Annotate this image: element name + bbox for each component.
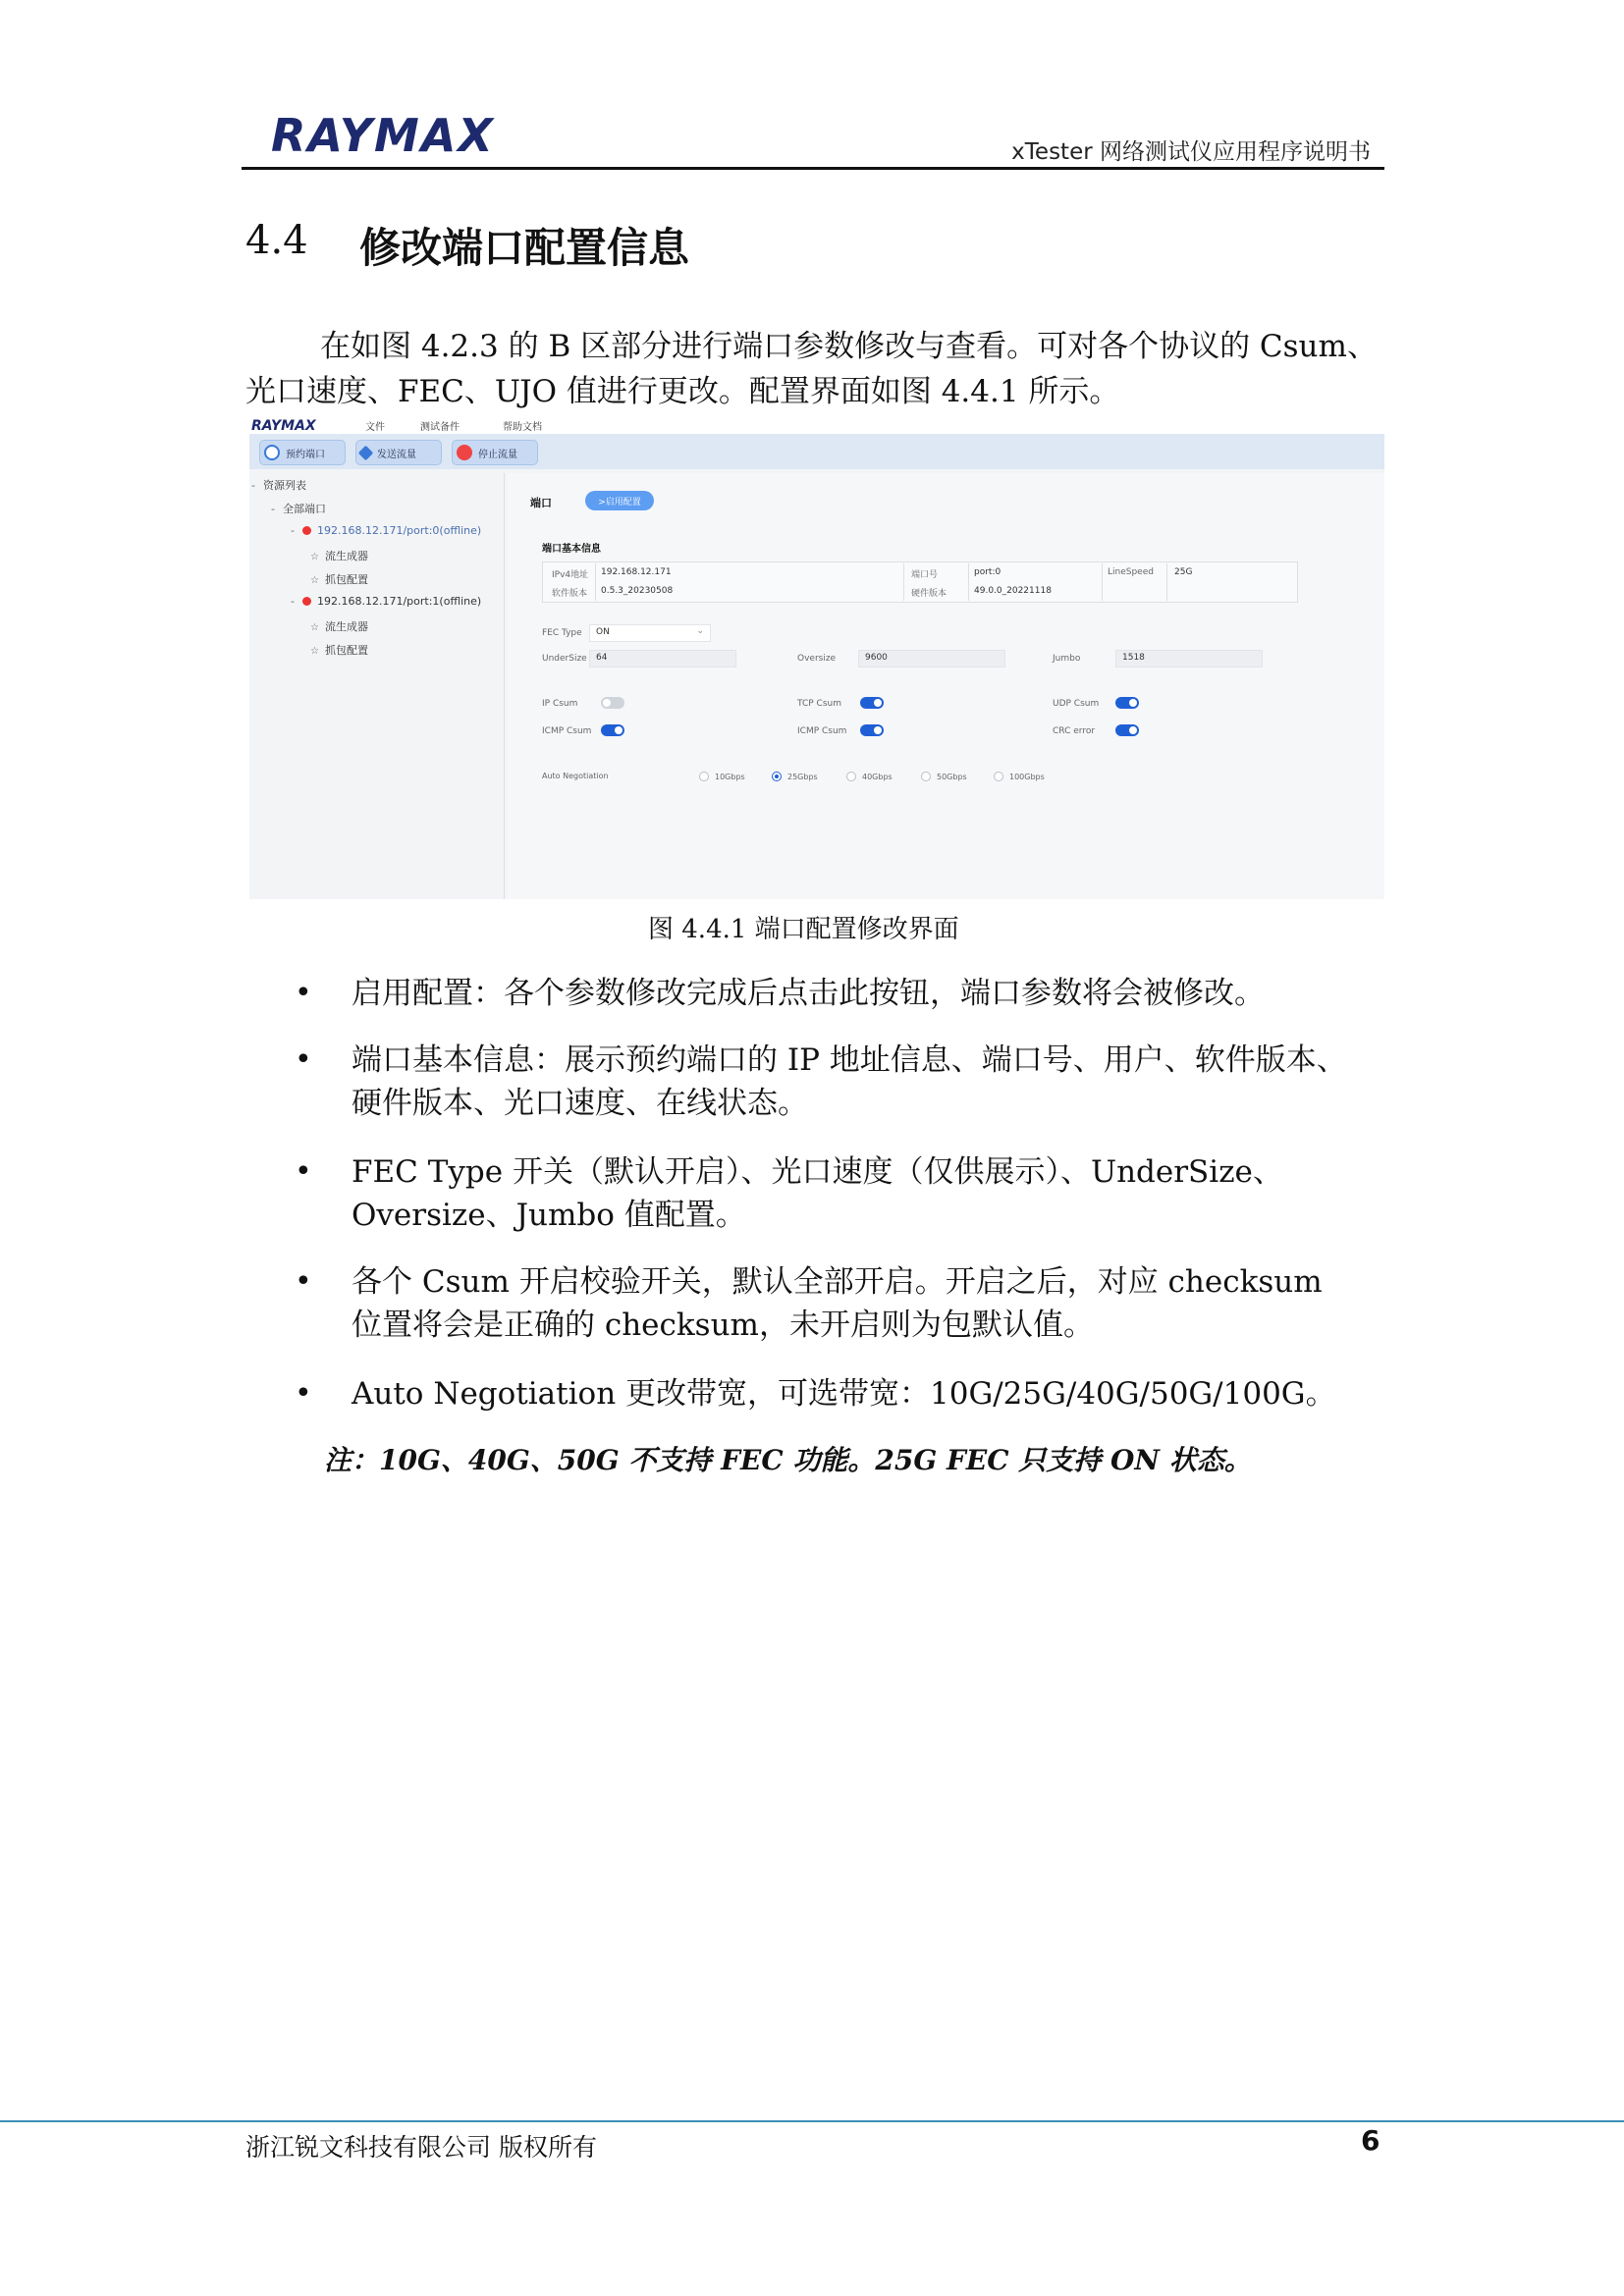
app-menubar (249, 416, 1384, 434)
hardware-version-value: 49.0.0_20221118 (974, 586, 1052, 596)
undersize-input[interactable] (589, 650, 736, 667)
footer-copyright: 浙江锐文科技有限公司 版权所有 (245, 2133, 597, 2162)
star-icon: ☆ (310, 552, 319, 562)
bullet-dot-icon: • (295, 1042, 312, 1077)
raymax-logo (267, 110, 522, 157)
port-number-value: port:0 (974, 567, 1001, 577)
chevron-down-icon: ⌄ (696, 626, 704, 636)
star-icon: ☆ (310, 575, 319, 586)
icmp-csum-toggle[interactable] (601, 724, 624, 736)
speed-40g-label: 40Gbps (862, 773, 893, 781)
speed-50g-label: 50Gbps (937, 773, 967, 781)
bullet-port-info: 端口基本信息：展示预约端口的 IP 地址信息、端口号、用户、软件版本、硬件版本、光口速度、在线状态。 (352, 1042, 1347, 1121)
offline-status-icon (302, 526, 311, 535)
bullet-fec-type: FEC Type 开关（默认开启）、光口速度（仅供展示）、UnderSize、Oversize、Jumbo 值配置。 (352, 1154, 1283, 1233)
bullet-dot-icon: • (295, 1376, 312, 1411)
tcp-csum-toggle[interactable] (860, 697, 884, 709)
stop-traffic-label: 停止流量 (478, 449, 517, 460)
offline-status-icon (302, 597, 311, 606)
port-config-panel (507, 473, 1384, 899)
tree-all-ports[interactable]: - 全部端口 (271, 503, 326, 515)
stop-traffic-button[interactable] (452, 440, 538, 465)
menu-help[interactable]: 帮助文档 (503, 422, 542, 433)
fec-type-value: ON (596, 627, 610, 637)
tree-port0-capture-config[interactable]: ☆ 抓包配置 (310, 573, 368, 586)
fec-note: 注：10G、40G、50G 不支持 FEC 功能。25G FEC 只支持 ON 状态。 (324, 1444, 1252, 1476)
crc-error-toggle[interactable] (1115, 724, 1139, 736)
speed-50g-radio[interactable] (921, 772, 931, 781)
port-number-label: 端口号 (911, 570, 939, 580)
reserve-icon (264, 445, 280, 460)
linespeed-label: LineSpeed (1108, 567, 1154, 577)
apply-config-button[interactable]: >启用配置 (585, 491, 654, 510)
ip-csum-label: IP Csum (542, 699, 578, 709)
send-icon (358, 445, 374, 460)
hardware-version-label: 硬件版本 (911, 589, 947, 599)
header-divider (242, 167, 1384, 170)
udp-csum-label: UDP Csum (1053, 699, 1100, 709)
icmp-csum-label-2: ICMP Csum (797, 726, 847, 736)
tree-port0-stream-generator[interactable]: ☆ 流生成器 (310, 550, 368, 562)
tree-root[interactable]: - 资源列表 (251, 479, 306, 492)
auto-negotiation-label: Auto Negotiation (542, 772, 609, 780)
app-logo (251, 417, 334, 433)
speed-100g-label: 100Gbps (1009, 773, 1045, 781)
section-title: 修改端口配置信息 (359, 224, 690, 272)
reserve-port-label: 预约端口 (286, 449, 325, 460)
undersize-label: UnderSize (542, 654, 587, 664)
figure-caption: 图 4.4.1 端口配置修改界面 (648, 915, 959, 944)
send-traffic-button[interactable] (355, 440, 442, 465)
info-divider (968, 563, 969, 601)
speed-10g-radio[interactable] (699, 772, 709, 781)
bullet-dot-icon: • (295, 976, 312, 1010)
tree-port1-capture-config[interactable]: ☆ 抓包配置 (310, 644, 368, 657)
bullet-dot-icon: • (295, 1264, 312, 1299)
send-traffic-label: 发送流量 (377, 449, 416, 460)
udp-csum-toggle[interactable] (1115, 697, 1139, 709)
software-version-value: 0.5.3_20230508 (601, 586, 674, 596)
app-logo-text: RAYMAX (251, 418, 316, 433)
icmp-csum-label: ICMP Csum (542, 726, 592, 736)
tcp-csum-label: TCP Csum (797, 699, 841, 709)
menu-file[interactable]: 文件 (365, 422, 385, 433)
icmp-csum-toggle-2[interactable] (860, 724, 884, 736)
tree-port-1[interactable]: - 192.168.12.171/port:1(offline) (291, 595, 482, 608)
resource-tree-panel (249, 473, 505, 899)
port-label: 端口 (530, 497, 552, 509)
speed-25g-radio[interactable] (772, 772, 782, 781)
software-version-label: 软件版本 (552, 589, 588, 599)
port-config-screenshot (249, 416, 1384, 899)
fec-type-label: FEC Type (542, 628, 582, 638)
tree-port-0[interactable]: - 192.168.12.171/port:0(offline) (291, 524, 482, 537)
oversize-label: Oversize (797, 654, 837, 664)
ip-csum-toggle[interactable] (601, 697, 624, 709)
linespeed-value: 25G (1174, 567, 1193, 577)
document-title: xTester 网络测试仪应用程序说明书 (1011, 139, 1371, 165)
speed-40g-radio[interactable] (846, 772, 856, 781)
crc-error-label: CRC error (1053, 726, 1096, 736)
bullet-csum: 各个 Csum 开启校验开关，默认全部开启。开启之后，对应 checksum 位置将会是正确的 checksum，未开启则为包默认值。 (352, 1264, 1323, 1343)
fec-type-select[interactable] (589, 624, 711, 642)
port-info-title: 端口基本信息 (542, 544, 601, 555)
info-divider (903, 563, 904, 601)
bullet-dot-icon: • (295, 1154, 312, 1189)
speed-25g-label: 25Gbps (787, 773, 818, 781)
section-number: 4.4 (245, 218, 308, 263)
speed-10g-label: 10Gbps (715, 773, 745, 781)
jumbo-label: Jumbo (1053, 654, 1081, 664)
info-divider (1102, 563, 1103, 601)
ipv4-label: IPv4地址 (552, 570, 589, 580)
ipv4-value: 192.168.12.171 (601, 567, 672, 577)
page-number: 6 (1361, 2124, 1380, 2157)
jumbo-value: 1518 (1122, 653, 1145, 663)
star-icon: ☆ (310, 622, 319, 633)
logo-text: RAYMAX (271, 110, 495, 157)
jumbo-input[interactable] (1115, 650, 1263, 667)
stop-icon (457, 445, 472, 460)
info-divider (1166, 563, 1167, 601)
intro-text: 在如图 4.2.3 的 B 区部分进行端口参数修改与查看。可对各个协议的 Csum、光口速度、FEC、UJO 值进行更改。配置界面如图 4.4.1 所示。 (245, 329, 1378, 409)
bullet-auto-negotiation: Auto Negotiation 更改带宽，可选带宽：10G/25G/40G/50G/100G。 (352, 1376, 1336, 1412)
info-divider (595, 563, 596, 601)
intro-paragraph (245, 324, 1388, 414)
bullet-apply-config: 启用配置：各个参数修改完成后点击此按钮，端口参数将会被修改。 (352, 976, 1265, 1011)
tree-port1-stream-generator[interactable]: ☆ 流生成器 (310, 620, 368, 633)
oversize-value: 9600 (865, 653, 888, 663)
star-icon: ☆ (310, 646, 319, 657)
oversize-input[interactable] (858, 650, 1005, 667)
undersize-value: 64 (596, 653, 608, 663)
speed-100g-radio[interactable] (994, 772, 1003, 781)
menu-test-parts[interactable]: 测试备件 (420, 422, 460, 433)
footer-divider (0, 2120, 1624, 2122)
reserve-port-button[interactable] (259, 440, 346, 465)
